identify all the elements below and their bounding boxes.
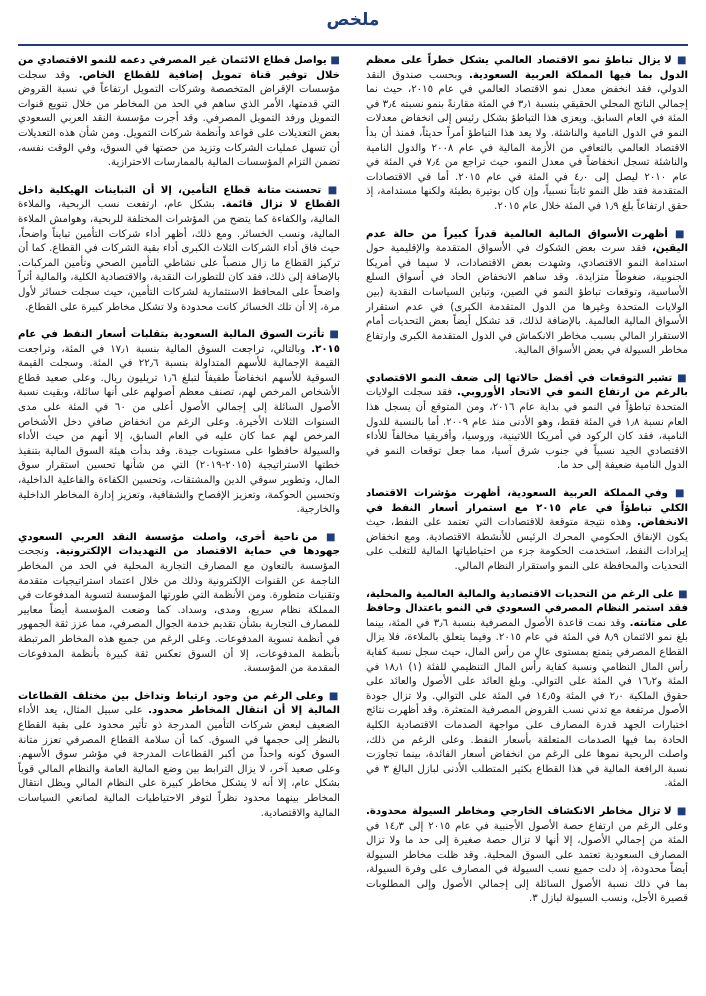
section-body: على سبيل المثال، يعد الأداء الضعيف لبعض شركات التأمين المدرجة ذو تأثير محدود على بقية القطاع بالنظر إلى حجمها في السوق. كما أن سلامة القطاع المصرفي تعزز متانة السوق كونه واحداً من أكبر القطاعات المدرجة في مؤشر سوق الأسهم. وعلى صعيد آخر، لا يزال الترابط بين وضع المالية العامة والنظام المالي قوياً بشكل عام، إلا أنه لا يشكل مخاطر كبيرة على النظام المالي ويظل انتقال المخاطر بينهما محدود نظراً لتوفر الاحتياطيات المالية لصانعي السياسات المالية والاقتصادية.	[18, 705, 340, 819]
bullet-square-icon: ■	[317, 531, 340, 543]
section-body: وعلى الرغم من ارتفاع حصة الأصول الأجنبية في عام ٢٠١٥ إلى ١٤٫٣ في المئة من إجمالي الأصول، إلا أنها لا تزال حصة صغيرة إلى حد ما ولا تزال المصارف السعودية تعتمد على السوق المحلية. وقد ظلت مخاطر السيولة أيضاً محدودة، إذ دلت جميع نسب السيولة في المصارف على وفرة السيولة، بما في ذلك نسبة الأصول السائلة إلى إجمالي الأصول وإلى المطلوبات قصيرة الأجل، ونسب السيولة لبازل ٣.	[366, 820, 689, 905]
bullet-square-icon: ■	[667, 228, 688, 240]
section-body: فقد سرت بعض الشكوك في الأسواق المتقدمة والإقليمية حول استدامة النمو الاقتصادي، وشهدت بعض الاقتصادات، لا سيما في أمريكا الجنوبية، ضغوطاً متزايدة. وقد ساهم الانخفاض الحاد في أسواق السلع الأساسية، وتوقعات تباطؤ النمو في الصين، وتباين السياسات النقدية (بين الولايات المتحدة وغيرها من الدول المتقدمة الكبرى) في عدم استقرار الأسواق المالية العالمية. بالإضافة لذلك، قد تشكل أيضاً بعض التحديات أمام الاستقرار المالي بسبب مخاطر الانكماش في الدول المتقدمة الكبرى وارتفاع مخاطر السيولة في بعض الأسواق المالية.	[366, 243, 688, 357]
section-banking-system	[366, 588, 688, 792]
section-heading: أظهرت الأسواق المالية العالمية قدراً كبيراً من حالة عدم اليقين،	[366, 228, 688, 255]
section-non-bank-credit	[18, 54, 340, 171]
bullet-square-icon: ■	[326, 55, 340, 66]
right-column	[366, 54, 688, 920]
section-body: وبالتالي، تراجعت السوق المالية بنسبة ١٧٫١ في المئة، وتراجعت القيمة الإجمالية للأسهم المتداولة بنسبة ٢٢٫٦ في المئة. وسجلت القيمة السوقية للأسهم انخفاضاً طفيفاً لتبلغ ١٫٦ تريليون ريال. وعلى صعيد قطاع الأشخاص المرخص لهم، تصنف معظم أصولهم على أنها سائلة، وبقيت نسبة الأصول السائلة إلى إجمالي الأصول أعلى من ٦٠ في المئة على مدى السنوات الثلاث الأخيرة. وعلى الرغم من انخفاض صافي دخل الأشخاص المرخص لهم عما كان عليه في العام السابق، إلا أنهم من حيث الأداء والسيولة حافظوا على مستويات جيدة. وقد بدأت هيئة السوق المالية بتنفيذ خطتها الاستراتيجية (٢٠١٥-٢٠١٩) التي من شأنها تحسين استقرار سوق المال، وتطوير سوقي الدين والمشتقات، وتحسين الكفاءة والفاعلية الداخلية، وتحسين الحوكمة، وتعزيز الإفصاح والشفافية، وتعزيز إدارة المخاطر الداخلية والخارجية.	[18, 343, 340, 516]
section-body: وقد سجلت مؤسسات الإقراض المتخصصة وشركات التمويل ارتفاعاً في نسبة القروض التي قدمتها، الأمر الذي ساهم في الحد من المخاطر من خلال تنويع قنوات التمويل ورفد التمويل المصرفي. وقد أجرت مؤسسة النقد العربي السعودي بعض التعديلات على قواعد وأنظمة شركات التمويل. ومن شأن هذه التعديلات أن تسهل عمليات الشركات وتزيد من حصتها في السوق، وفي الوقت نفسه، تضمن التزام المؤسسات المالية بالممارسات الاحترازية.	[18, 69, 340, 169]
section-body: بشكل عام، ارتفعت نسب الربحية، والملاءة المالية، والكفاءة كما يتضح من المؤشرات المختلفة للربحية، وهوامش الملاءة المالية، ونسب الخسائر. ومع ذلك، أظهر أداء شركات التأمين تبايناً واضحاً، حيث فاق أداء الشركات الثلاث الكبرى أداء بقية الشركات في القطاع. كما أن تركيز القطاع ما زال منصباً على نشاطي التأمين الصحي وتأمين المركبات. بالإضافة إلى ذلك، فقد كان للتطورات النقدية، والاقتصادية الكلية، والمالية أثراً واضحاً على المحافظ الاستثمارية لشركات التأمين، حيث سجلت خسائر لأول مرة، إلا أن تلك الخسائر كانت محدودة ولا تشكل مخاطر كبيرة على القطاع.	[18, 199, 340, 313]
section-body: ونجحت المؤسسة بالتعاون مع المصارف التجارية المحلية في الحد من المخاطر الناجمة عن القنوات الإلكترونية وذلك من خلال اعتماد استراتيجيات متقدمة وتقنيات متطورة. ومن الأنظمة التي طورتها المؤسسة لتسوية المدفوعات في المملكة نظام سريع، ومدى، وسداد. كما وضعت المؤسسة أيضاً معايير للمصارف التجارية بشأن تقديم خدمة الجوال المصرفي، مما عزز ثقة الجمهور في أنظمة تسوية المدفوعات. وعلى الرغم من جميع هذه المخاطر المرتبطة بأنظمة المدفوعات، إلا أن السوق تعكس ثقة كبيرة بأنظمة المدفوعات المقدمة من المؤسسة.	[18, 546, 340, 675]
section-liquidity-risk	[366, 805, 688, 907]
section-capital-market	[18, 328, 340, 518]
bullet-square-icon: ■	[671, 805, 688, 817]
title-divider	[18, 44, 688, 46]
section-outlook	[366, 372, 688, 474]
section-body: وقد نمت قاعدة الأصول المصرفية بنسبة ٣٫٦ في المئة، بينما بلغ نمو الائتمان ٨٫٩ في المئة في عام ٢٠١٥. وفيما يتعلق بالملاءة، فلا يزال القطاع المصرفي يتمتع بمستوى عالٍ من رأس المال، حيث سجل نسبة كفاية رأس المال النظامي ونسبة كفاية رأس المال التنظيمي للفئة (١) ١٨٫١ في المئة و١٦٫٢ في المئة على التوالي. وبلغ العائد على الأصول والعائد على حقوق الملكية ٢٫٠ في المئة و١٤٫٥ في المئة على التوالي. ولا تزال جودة الأصول مرتفعة مع تدني نسب القروض المصرفية المتعثرة. وقد أظهرت نتائج اختبارات الجهد قدرة المصارف على مواجهة الصدمات الاقتصادية الكلية الحادة بما فيها الصدمات المتعلقة بأسعار النفط. وعلى الرغم من ذلك، واصلت الربحية نموها على الرغم من انخفاض أسعار الفائدة، بينما تجاوزت نسبة الرافعة المالية في هذا القطاع بكثير المتطلب الأدنى لبازل البالغ ٣ في المئة.	[366, 617, 689, 790]
section-saudi-macro	[366, 487, 688, 575]
bullet-square-icon: ■	[323, 690, 340, 702]
bullet-square-icon: ■	[324, 329, 340, 341]
section-heading: لا تزال مخاطر الانكشاف الخارجي ومخاطر السيولة محدودة.	[366, 805, 672, 817]
section-heading: من ناحية أخرى، واصلت مؤسسة النقد العربي السعودي جهودها في حماية الاقتصاد من التهديدات الإلكترونية.	[18, 531, 340, 558]
bullet-square-icon: ■	[671, 55, 688, 66]
bullet-square-icon: ■	[672, 372, 688, 384]
bullet-square-icon: ■	[321, 184, 340, 196]
bullet-square-icon: ■	[674, 588, 688, 600]
left-column	[18, 54, 340, 834]
section-heading: تشير التوقعات في أفضل حالاتها إلى ضعف النمو الاقتصادي بالرغم من ارتفاع النمو في الاتحاد الأوروبي.	[366, 372, 688, 399]
section-heading: وفي المملكة العربية السعودية، أظهرت مؤشرات الاقتصاد الكلي تباطؤاً في عام ٢٠١٥ مع استمرار أسعار النفط في الانخفاض.	[366, 488, 689, 529]
page-title: ملخص	[326, 10, 380, 30]
section-global-growth	[366, 54, 688, 215]
section-market-uncertainty	[366, 228, 688, 359]
section-body: فقد سجلت الولايات المتحدة تباطؤاً في النمو في بداية عام ٢٠١٦، ومن المتوقع أن يسجل هذا العام نسبة ١٫٨ في المئة فقط، وهو الأدنى منذ عام ٢٠٠٩. أما بالنسبة للدول النامية، فقد كان الركود في أمريكا اللاتينية، وروسيا، وأفريقيا مخالفاً للأداء الاقتصادي الجيد نسبياً في جنوب شرق آسيا، مما جعل توقعات النمو في الدول النامية ضعيفة إلى حد ما.	[366, 387, 688, 472]
section-heading: تحسنت متانة قطاع التأمين، إلا أن التباينات الهيكلية داخل القطاع لا تزال قائمة.	[18, 184, 340, 211]
section-heading: لا يزال تباطؤ نمو الاقتصاد العالمي يشكل خطراً على معظم الدول بما فيها المملكة العربية السعودية.	[366, 55, 688, 81]
section-interconnectedness	[18, 690, 340, 821]
section-insurance	[18, 184, 340, 315]
section-body: وهذه نتيجة متوقعة للاقتصادات التي تعتمد على النفط، حيث يكون الإنفاق الحكومي المحرك الرئيس للأنشطة الاقتصادية. ومع انخفاض إيرادات النفط، استخدمت الحكومة جزء من احتياطياتها المالية للتغلب على التحديات والمحافظة على النمو واستقرار النظام المالي.	[366, 517, 688, 572]
section-heading: يواصل قطاع الائتمان غير المصرفي دعمه للنمو الاقتصادي من خلال توفير قناة تمويل إضافية للقطاع الخاص.	[18, 55, 340, 81]
section-cyber-threats	[18, 531, 340, 677]
section-heading: تأثرت السوق المالية السعودية بتقلبات أسعار النفط في عام ٢٠١٥.	[18, 329, 340, 355]
section-heading: على الرغم من التحديات الاقتصادية والمالية العالمية والمحلية، فقد استمر النظام المصرفي السعودي في النمو باعتدال وحافظ على متانته.	[366, 588, 688, 629]
bullet-square-icon: ■	[667, 488, 688, 500]
section-body: وبحسب صندوق النقد الدولي، فقد انخفض معدل نمو الاقتصاد العالمي في عام ٢٠١٥، حيث نما إجمالي الناتج المحلي الحقيقي بنسبة ٣٫١ في المئة مقارنةً بنمو نسبته ٣٫٤ في المئة في العام السابق. ويعزى هذا التباطؤ بشكل رئيس إلى انخفاض معدلات النمو في الدول النامية والناشئة. ولا يعد هذا التباطؤ أمراً حديثاً، فمنذ أن بدأ الاقتصاد العالمي بالتعافي من الأزمة المالية في عام ٢٠٠٨ والدول النامية والناشئة تسجل انخفاضاً في معدل النمو، حيث تراجع من ٧٫٤ في المئة في عام ٢٠١٠ ليصل إلى ٤٫٠ في المئة في عام ٢٠١٥. أما في الاقتصادات المتقدمة فقد ظل النمو ثابتاً نسبياً، وإن كان بوتيرة بطيئة ولكنها مستدامة، إذ حقق ارتفاعاً بلغ ١٫٩ في المئة خلال عام ٢٠١٥.	[366, 69, 689, 212]
section-heading: وعلى الرغم من وجود ارتباط وتداخل بين مختلف القطاعات المالية إلا أن انتقال المخاطر محدود.	[18, 690, 340, 717]
